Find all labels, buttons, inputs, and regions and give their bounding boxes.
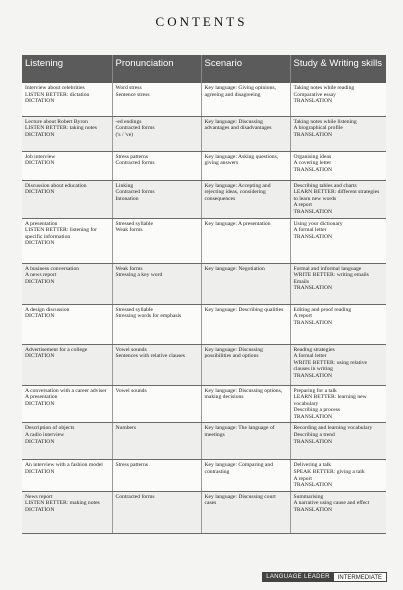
study-line: WRITE BETTER: writing emails	[293, 272, 369, 279]
cell-scenario	[201, 116, 290, 151]
cell-scenario	[201, 304, 290, 344]
table-row	[22, 344, 386, 385]
cell-study	[290, 385, 386, 423]
pronunciation-line: Vowel sounds	[115, 387, 147, 394]
listening-line: Job interview	[25, 153, 56, 160]
scenario-line: Key language: Accepting and rejecting ideas, considering consequences	[204, 182, 271, 202]
scenario-line: Key language: Asking questions, giving answers	[204, 153, 279, 167]
cell-study	[290, 263, 386, 304]
study-line: A covering letter	[293, 160, 332, 167]
study-line: TRANSLATION	[293, 131, 333, 138]
listening-line: LISTEN BETTER: dictation	[25, 91, 90, 98]
pronunciation-line: Stressed syllable	[115, 220, 153, 227]
pronunciation-line: Contracted forms	[115, 493, 155, 500]
pronunciation-line: Linking	[115, 182, 134, 189]
cell-scenario	[201, 180, 290, 218]
header-row	[22, 55, 386, 83]
cell-study	[290, 218, 386, 263]
scenario-line: Key language: Discussing court cases	[204, 493, 276, 507]
cell-listening	[22, 385, 112, 423]
pronunciation-line: Stress patterns	[115, 153, 148, 160]
study-line: Preparing for a talk	[293, 387, 337, 394]
listening-line: LISTEN BETTER: taking notes	[25, 125, 97, 132]
table-row	[22, 151, 386, 180]
study-line: Organising ideas	[293, 153, 332, 160]
study-line: TRANSLATION	[293, 166, 333, 173]
scenario-line: Key language: Discussing options, making decisions	[204, 387, 283, 401]
table-row	[22, 83, 386, 116]
pronunciation-line: Sentence stress	[115, 91, 150, 98]
cell-listening	[22, 218, 112, 263]
study-line: SPEAK BETTER: giving a talk	[293, 469, 365, 476]
cell-listening	[22, 344, 112, 385]
scenario-line: Key language: Describing qualities	[204, 306, 284, 313]
table-row	[22, 263, 386, 304]
table-body	[22, 83, 386, 533]
study-line: Reading strategies	[293, 346, 335, 353]
listening-line: A news report	[25, 272, 57, 279]
pronunciation-line: Stressing words for emphasis	[115, 313, 182, 320]
cell-scenario	[201, 385, 290, 423]
study-line: TRANSLATION	[293, 438, 333, 445]
cell-study	[290, 460, 386, 491]
study-line: A biographical profile	[293, 125, 343, 132]
cell-scenario	[201, 491, 290, 533]
study-line: TRANSLATION	[293, 413, 333, 420]
listening-line: LISTEN BETTER: making notes	[25, 500, 100, 507]
listening-line: A business conversation	[25, 265, 80, 272]
study-line: Describing a trend	[293, 432, 335, 439]
study-line: TRANSLATION	[293, 98, 333, 105]
listening-line: Advertisement for a college	[25, 346, 88, 353]
cell-pronunciation	[112, 460, 201, 491]
cell-scenario	[201, 460, 290, 491]
study-line: A report	[293, 313, 312, 320]
cell-listening	[22, 491, 112, 533]
listening-line: A conversation with a career adviser	[25, 387, 107, 394]
cell-study	[290, 151, 386, 180]
study-line: Emails	[293, 278, 310, 285]
footer-brand: LANGUAGE LEADER	[262, 572, 334, 582]
pronunciation-line: Intonation	[115, 195, 139, 202]
study-line: A report	[293, 475, 312, 482]
cell-listening	[22, 151, 112, 180]
cell-listening	[22, 116, 112, 151]
cell-scenario	[201, 263, 290, 304]
page-title: CONTENTS	[155, 14, 248, 29]
table-row	[22, 116, 386, 151]
study-line: TRANSLATION	[293, 319, 333, 326]
study-line: A formal letter	[293, 353, 327, 360]
cell-pronunciation	[112, 385, 201, 423]
study-line: Formal and informal language	[293, 265, 362, 272]
pronunciation-line: -ed endings	[115, 118, 142, 125]
study-line: Using your dictionary	[293, 220, 343, 227]
table-row	[22, 218, 386, 263]
listening-line: DICTATION	[25, 313, 55, 320]
cell-scenario	[201, 83, 290, 116]
listening-line: A presentation	[25, 394, 58, 401]
listening-line: DICTATION	[25, 278, 55, 285]
cell-study	[290, 83, 386, 116]
listening-line: A presentation	[25, 220, 58, 227]
cell-listening	[22, 304, 112, 344]
cell-study	[290, 304, 386, 344]
pronunciation-line: Sentences with relative clauses	[115, 353, 185, 360]
cell-study	[290, 180, 386, 218]
cell-listening	[22, 460, 112, 491]
cell-study	[290, 491, 386, 533]
listening-line: DICTATION	[25, 131, 55, 138]
header-scenario: Scenario	[201, 55, 290, 83]
contents-table	[22, 55, 386, 534]
pronunciation-line: Stressing a key word	[115, 272, 163, 279]
study-line: A report	[293, 202, 312, 209]
listening-line: An interview with a fashion model	[25, 462, 103, 469]
pronunciation-line: Word stress	[115, 85, 142, 91]
cell-scenario	[201, 151, 290, 180]
cell-listening	[22, 263, 112, 304]
listening-line: Interview about celebrities	[25, 85, 85, 91]
scenario-line: Key language: Comparing and contrasting	[204, 462, 274, 476]
study-line: Describing a process	[293, 407, 341, 414]
table-row	[22, 423, 386, 460]
study-line: TRANSLATION	[293, 285, 333, 292]
study-line: Describing tables and charts	[293, 182, 357, 189]
listening-line: DICTATION	[25, 353, 55, 360]
cell-scenario	[201, 344, 290, 385]
listening-line: DICTATION	[25, 469, 55, 476]
study-line: WRITE BETTER: using relative clauses in writing	[293, 359, 367, 373]
pronunciation-line: Contracted forms	[115, 160, 155, 167]
study-line: Taking notes while reading	[293, 85, 355, 91]
study-line: A formal letter	[293, 227, 327, 234]
listening-line: DICTATION	[25, 160, 55, 167]
pronunciation-line: ('s / 've)	[115, 131, 134, 138]
pronunciation-line: Stressed syllable	[115, 306, 153, 313]
footer-level: INTERMEDIATE	[334, 572, 387, 582]
study-line: LEARN BETTER: learning new vocabulary	[293, 394, 367, 407]
scenario-line: Key language: Negotiation	[204, 265, 265, 272]
cell-listening	[22, 423, 112, 460]
cell-scenario	[201, 218, 290, 263]
cell-study	[290, 423, 386, 460]
listening-line: Description of objects	[25, 425, 75, 432]
listening-line: A design discussion	[25, 306, 70, 313]
pronunciation-line: Stress patterns	[115, 462, 148, 469]
cell-pronunciation	[112, 491, 201, 533]
study-line: Editing and proof reading	[293, 306, 352, 313]
cell-listening	[22, 83, 112, 116]
cell-scenario	[201, 423, 290, 460]
study-line: Taking notes while listening	[293, 118, 357, 125]
cell-pronunciation	[112, 304, 201, 344]
table-row	[22, 180, 386, 218]
table-row	[22, 385, 386, 423]
scenario-line: Key language: The language of meetings	[204, 425, 275, 439]
study-line: TRANSLATION	[293, 233, 333, 240]
listening-line: Lecture about Robert Byron	[25, 118, 88, 125]
pronunciation-line: Weak forms	[115, 227, 143, 234]
scenario-line: Key language: A presentation	[204, 220, 271, 227]
cell-pronunciation	[112, 83, 201, 116]
pronunciation-line: Numbers	[115, 425, 137, 432]
pronunciation-line: Contracted forms	[115, 125, 155, 132]
study-line: TRANSLATION	[293, 208, 333, 215]
listening-line: Discussion about education	[25, 182, 87, 189]
listening-line: DICTATION	[25, 400, 55, 407]
cell-study	[290, 116, 386, 151]
scenario-line: Key language: Discussing advantages and disadvantages	[204, 118, 272, 132]
scenario-line: Key language: Giving opinions, agreeing and disagreeing	[204, 85, 276, 98]
cell-pronunciation	[112, 180, 201, 218]
table-row	[22, 304, 386, 344]
study-line: LEARN BETTER: different strategies to learn new words	[293, 189, 380, 202]
footer-badge	[262, 572, 387, 582]
listening-line: DICTATION	[25, 507, 55, 514]
study-line: A narrative using cause and effect	[293, 500, 370, 507]
cell-pronunciation	[112, 218, 201, 263]
pronunciation-line: Vowel sounds	[115, 346, 147, 353]
cell-pronunciation	[112, 151, 201, 180]
table-row	[22, 460, 386, 491]
listening-line: DICTATION	[25, 189, 55, 196]
cell-pronunciation	[112, 344, 201, 385]
listening-line: DICTATION	[25, 240, 55, 247]
header-study-writing: Study & Writing skills	[290, 55, 386, 83]
study-line: Recording and learning vocabulary	[293, 425, 373, 432]
study-line: TRANSLATION	[293, 482, 333, 489]
header-pronunciation: Pronunciation	[112, 55, 201, 83]
scenario-line: Key language: Discussing possibilities and options	[204, 346, 263, 360]
listening-line: News report	[25, 493, 53, 500]
study-line: Delivering a talk	[293, 462, 332, 469]
listening-line: DICTATION	[25, 438, 55, 445]
listening-line: DICTATION	[25, 98, 55, 105]
pronunciation-line: Weak forms	[115, 265, 143, 272]
study-line: Comparative essay	[293, 91, 336, 98]
study-line: TRANSLATION	[293, 507, 333, 514]
study-line: TRANSLATION	[293, 372, 333, 379]
cell-listening	[22, 180, 112, 218]
cell-pronunciation	[112, 116, 201, 151]
table-row	[22, 491, 386, 533]
header-listening: Listening	[22, 55, 112, 83]
study-line: Summarising	[293, 493, 324, 500]
cell-pronunciation	[112, 263, 201, 304]
cell-study	[290, 344, 386, 385]
cell-pronunciation	[112, 423, 201, 460]
listening-line: A radio interview	[25, 432, 65, 439]
listening-line: LISTEN BETTER: listening for specific information	[25, 227, 97, 240]
pronunciation-line: Contracted forms	[115, 189, 155, 196]
